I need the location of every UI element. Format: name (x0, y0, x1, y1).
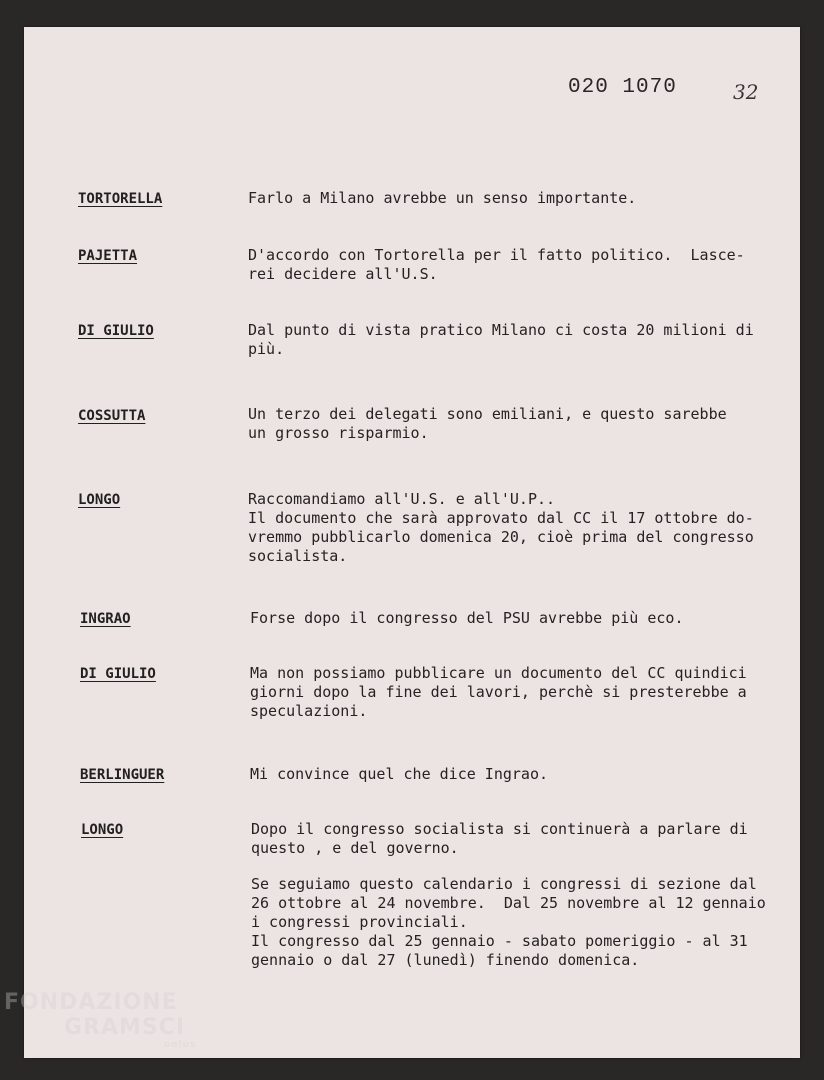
watermark-line-1: FONDAZIONE (4, 990, 178, 1015)
watermark-line-3: onlus (164, 1040, 197, 1050)
speaker-name: TORTORELLA (78, 191, 163, 207)
statement-text: Dal punto di vista pratico Milano ci costa 20 milioni di più. (248, 321, 754, 358)
speaker-name: INGRAO (80, 611, 131, 627)
statement-text: Farlo a Milano avrebbe un senso importante. (248, 189, 637, 207)
handwritten-page-mark: 32 (733, 80, 759, 104)
archive-page-number: 020 1070 (568, 76, 677, 99)
statement-text: Mi convince quel che dice Ingrao. (250, 765, 549, 783)
statement-text: Se seguiamo questo calendario i congressi di sezione dal 26 ottobre al 24 novembre. Dal 25 novembre al 12 gennaio i congressi provinciali. Il congresso dal 25 gennaio - sabato pomeriggio - al 31 gennaio o dal 27 (lunedì) finendo domenica. (251, 875, 766, 969)
watermark-line-2: GRAMSCI (64, 1015, 186, 1040)
speaker-name: DI GIULIO (80, 666, 156, 682)
statement-text: D'accordo con Tortorella per il fatto politico. Lasce- rei decidere all'U.S. (248, 246, 745, 283)
statement-text: Un terzo dei delegati sono emiliani, e questo sarebbe un grosso risparmio. (248, 405, 727, 442)
speaker-name: LONGO (81, 822, 124, 838)
speaker-name: BERLINGUER (80, 767, 165, 783)
statement-text: Forse dopo il congresso del PSU avrebbe più eco. (250, 609, 684, 627)
statement-text: Dopo il congresso socialista si continuerà a parlare di questo , e del governo. (251, 820, 748, 857)
speaker-name: LONGO (78, 492, 121, 508)
speaker-name: PAJETTA (78, 248, 138, 264)
fondazione-gramsci-watermark (4, 990, 196, 1050)
statement-text: Ma non possiamo pubblicare un documento del CC quindici giorni dopo la fine dei lavori, perchè si presterebbe a speculazioni. (250, 664, 747, 720)
speaker-name: DI GIULIO (78, 323, 154, 339)
speaker-name: COSSUTTA (78, 408, 146, 424)
statement-text: Raccomandiamo all'U.S. e all'U.P.. Il documento che sarà approvato dal CC il 17 ottobre do- vremmo pubblicarlo domenica 20, cioè prima del congresso socialista. (248, 490, 754, 565)
